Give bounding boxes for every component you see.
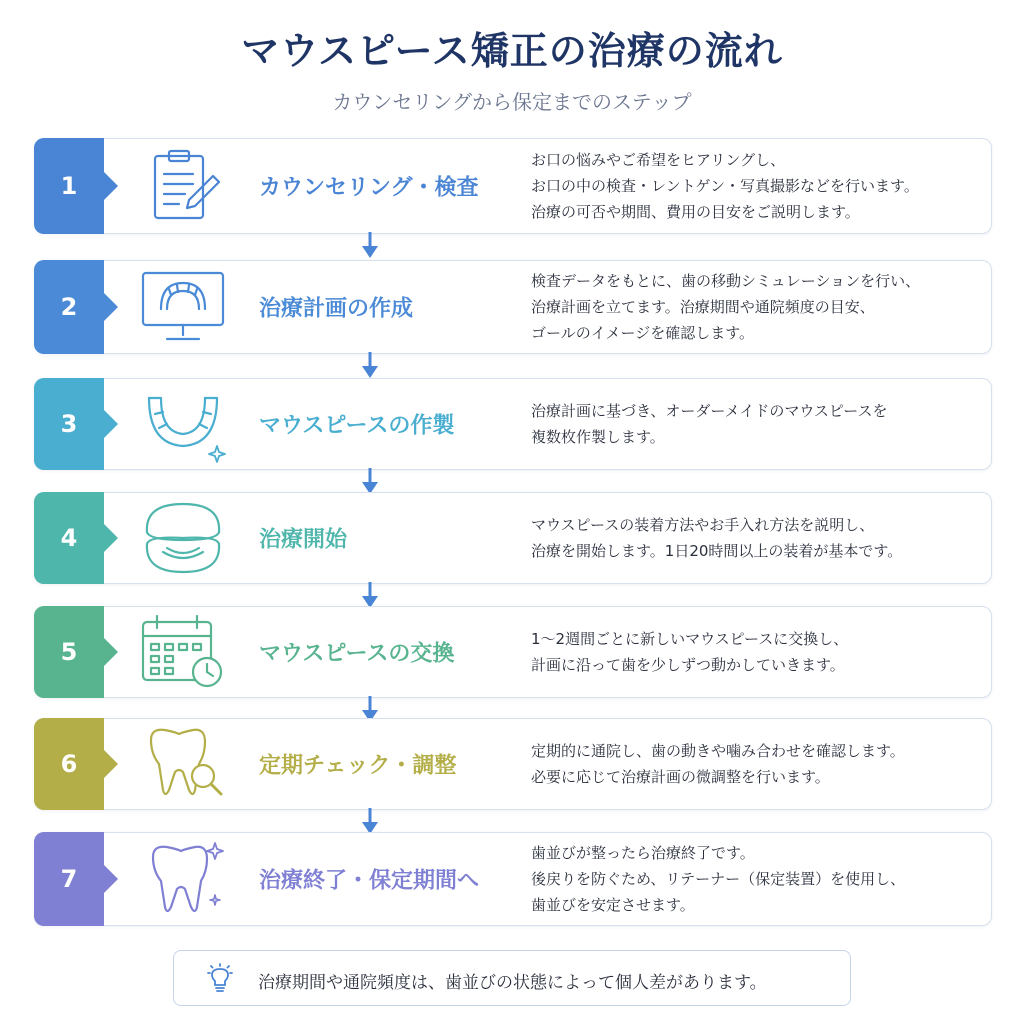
step-4: [34, 492, 992, 584]
step-description: [531, 626, 971, 678]
step-desc-line: ゴールのイメージを確認します。: [531, 324, 755, 342]
step-desc-line: お口の悩みやご希望をヒアリングし、: [531, 151, 786, 169]
step-desc-line: 計画に沿って歯を少しずつ動かしていきます。: [531, 656, 845, 674]
step-desc-line: 定期的に通院し、歯の動きや噛み合わせを確認します。: [531, 742, 905, 760]
step-6: [34, 718, 992, 810]
step-description: [531, 398, 971, 450]
step-desc-line: 必要に応じて治療計画の微調整を行います。: [531, 768, 830, 786]
step-desc-line: 1〜2週間ごとに新しいマウスピースに交換し、: [531, 630, 849, 648]
clipboard-pencil-icon: [135, 146, 231, 226]
step-desc-line: マウスピースの装着方法やお手入れ方法を説明し、: [531, 516, 875, 534]
step-1: [34, 138, 992, 234]
step-description: [531, 268, 971, 346]
step-title: 治療終了・保定期間へ: [259, 868, 480, 894]
step-2: [34, 260, 992, 354]
step-title: 治療開始: [259, 527, 348, 553]
step-number-badge: 7: [34, 832, 104, 926]
step-desc-line: 後戻りを防ぐため、リテーナー（保定装置）を使用し、: [531, 870, 906, 888]
note-text: 治療期間や通院頻度は、歯並びの状態によって個人差があります。: [258, 973, 767, 993]
arrow-down-icon: [360, 350, 380, 380]
step-description: [531, 147, 971, 225]
step-number-badge: 4: [34, 492, 104, 584]
calendar-clock-icon: [135, 612, 231, 692]
step-desc-line: 歯並びを安定させます。: [531, 896, 695, 914]
step-title: カウンセリング・検査: [259, 175, 479, 201]
step-description: [531, 840, 971, 918]
lightbulb-icon: [204, 963, 236, 995]
step-number-badge: 2: [34, 260, 104, 354]
step-7: [34, 832, 992, 926]
aligner-icon: [135, 384, 231, 464]
step-title: マウスピースの作製: [259, 413, 455, 439]
page-subtitle: カウンセリングから保定までのステップ: [332, 90, 692, 114]
step-desc-line: 治療を開始します。1日20時間以上の装着が基本です。: [531, 542, 903, 560]
step-description: [531, 738, 971, 790]
step-desc-line: 歯並びが整ったら治療終了です。: [531, 844, 755, 862]
step-title: マウスピースの交換: [259, 641, 455, 667]
tooth-magnifier-icon: [135, 724, 231, 804]
step-description: [531, 512, 971, 564]
step-title: 定期チェック・調整: [259, 753, 457, 779]
step-number-badge: 1: [34, 138, 104, 234]
step-desc-line: 治療計画を立てます。治療期間や通院頻度の目安、: [531, 298, 875, 316]
step-number-badge: 3: [34, 378, 104, 470]
step-desc-line: お口の中の検査・レントゲン・写真撮影などを行います。: [531, 177, 919, 195]
step-number-badge: 5: [34, 606, 104, 698]
arrow-down-icon: [360, 230, 380, 260]
step-desc-line: 検査データをもとに、歯の移動シミュレーションを行い、: [531, 272, 921, 290]
step-desc-line: 治療計画に基づき、オーダーメイドのマウスピースを: [531, 402, 888, 420]
step-desc-line: 治療の可否や期間、費用の目安をご説明します。: [531, 203, 860, 221]
tooth-sparkle-icon: [135, 839, 231, 919]
note-box: [173, 950, 851, 1006]
monitor-teeth-icon: [135, 267, 231, 347]
step-number-badge: 6: [34, 718, 104, 810]
step-3: [34, 378, 992, 470]
step-5: [34, 606, 992, 698]
page-title: マウスピース矯正の治療の流れ: [241, 29, 783, 73]
aligner-case-icon: [135, 498, 231, 578]
step-title: 治療計画の作成: [259, 296, 414, 322]
step-desc-line: 複数枚作製します。: [531, 428, 665, 446]
